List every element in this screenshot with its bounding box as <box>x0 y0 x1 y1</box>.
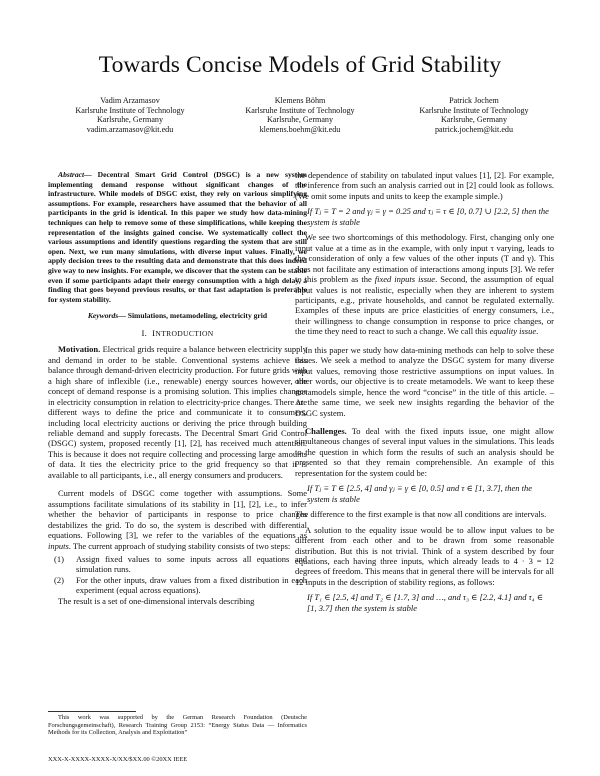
footnote: This work was supported by the German Research Foundation (Deutsche Forschungsgemeinschaft), Research Training Group 2153: “Energy Status Data — Informatics Methods for its Collection, Analysis and Exploitation” <box>48 714 307 737</box>
keywords-label: Keywords <box>87 311 119 321</box>
keywords-text: — Simulations, metamodeling, electricity grid <box>118 311 268 321</box>
abstract <box>48 170 307 304</box>
result-paragraph: The result is a set of one-dimensional intervals describing <box>58 595 255 606</box>
challenges-label: Challenges. <box>305 425 347 436</box>
formula: If Tⱼ ≡ T = 2 and γⱼ ≡ γ = 0.25 and τⱼ ≡ τ ∈ [0, 0.7] ∪ [2.2, 5] then the system is stable <box>307 206 549 227</box>
author-location: Karlsruhe, Germany <box>266 115 334 125</box>
author-name: Patrick Jochem <box>449 96 499 105</box>
assumptions-paragraph: Current models of DSGC come together with assumptions. Some assumptions facilitate simulations of its stability in [1], [2], i.e., to infer whether the behavior of participants in response to price changes destabilizes the grid. To do so, the system is described with differential equations. Following [3], we refer to the variables of the equations as inputs. The current approach of studying stability consists of two steps: <box>48 488 307 551</box>
footnote-rule <box>48 711 136 712</box>
steps-list <box>48 554 307 596</box>
paragraph: A solution to the equality issue would be to allow input values to be different from each other and to be drawn from some reasonable distribution. But this is not trivial. Think of a system described by four equations, each having three inputs, which already leads to 4 · 3 = 12 degrees of freedom. This means that in general there will be intervals for all 12 inputs in the description of stability regions, as follows: <box>295 524 554 587</box>
motivation-paragraph: Motivation. Electrical grids require a balance between electricity supply and demand in order to be stable. Conventional systems achieve this balance through demand-driven electricity production. For future grids with a high share of inflexible (i.e., renewable) energy sources however, the concept of demand response is a promising solution. This implies changes in electricity consumption in relation to electricity-price changes. There are different ways to define the price and communicate it to consumers, including local electricity auctions or deriving the price through building reliable demand and supply forecasts. The Decentral Smart Grid Control (DSGC) system, proposed recently [1], [2], has received much attention. This is because it does not require collecting and processing large amounts of data. It ties the electricity price to the grid frequency so that it is available to all participants, i.e., all energy consumers and producers. <box>48 344 307 480</box>
author-affiliation: Karlsruhe Institute of Technology <box>245 105 355 115</box>
paragraph: In this paper we study how data-mining methods can help to solve these issues. We seek a method to analyze the DSGC system for many diverse input values, removing those restrictive assumptions on input values. In other words, our objective is to create metamodels. We want to keep these metamodels simple, hence the word “concise” in the title of this article. – At the same time, we seek new insights regarding the behavior of the DSGC system. <box>295 344 554 418</box>
keywords <box>48 311 307 321</box>
left-column <box>48 170 307 606</box>
author-email[interactable]: vadim.arzamasov@kit.edu <box>86 124 174 134</box>
author-location: Karlsruhe, Germany <box>96 115 164 125</box>
section-heading: I. INTRODUCTION <box>141 327 214 338</box>
paragraph: We see two shortcomings of this methodology. First, changing only one input value at a time as in the example, with only input τ varying, leads to the consideration of only a few values of the other inputs (T and γ). This does not facilitate any estimation of interactions among inputs [3]. We refer to this problem as the fixed inputs issue. Second, the assumption of equal input values is not realistic, especially when they are inherent to system participants, e.g., private households, and cannot be regulated externally. Examples of these inputs are price elasticities of energy consumers, i.e., their willingness to change consumption in response to price changes, or the time they need to react to such a change. We call this equality issue. <box>295 232 554 337</box>
copyright-notice: XXX-X-XXXX-XXXX-X/XX/$XX.00 ©20XX IEEE <box>48 756 188 763</box>
challenges-paragraph: Challenges. To deal with the fixed inputs issue, one might allow simultaneous changes of several input values in the simulations. This leads to the question in which form the results of such an analysis should be presented so that they remain comprehensible. An example of this representation for the system could be: <box>295 425 554 478</box>
abstract-text: Decentral Smart Grid Control (DSGC) is a new system implementing demand response without significant changes of the infrastructure. While models of DSGC exist, they rely on various simplifying assumptions. For example, researchers have assumed that the behavior of all participants in the grid is identical. In this paper we study how data-mining techniques can help to remove some of these simplifications, while keeping the representation of the insights gained concise. We systematically collect the various assumptions and identify questions regarding the system that are still open. Next, we run many simulations, with diverse input values. Finally, we apply decision trees to the resulting data and demonstrate that this does indeed give way to new insights. For example, we discover that the system can be stable even if some participants adapt their energy consumption with a high delay, a finding that goes beyond previous results, or that fast adaptation is preferable for system stability. <box>48 170 307 304</box>
author-name: Klemens Böhm <box>274 96 326 105</box>
motivation-label: Motivation. <box>58 344 101 355</box>
abstract-label: Abstract— <box>58 170 92 179</box>
paragraph: the dependence of stability on tabulated input values [1], [2]. For example, the inference from such an analysis carried out in [2] could look as follows. (We omit some inputs and units to keep the example simple.) <box>295 170 554 201</box>
formula: If T₁ ∈ [2.5, 4] and T₂ ∈ [1.7, 3] and …, and τ₃ ∈ [2.2, 4.1] and τ₄ ∈ [1, 3.7] then the system is stable <box>307 592 543 613</box>
paragraph: The difference to the first example is that now all conditions are intervals. <box>295 509 547 520</box>
author-affiliation: Karlsruhe Institute of Technology <box>419 105 529 115</box>
author-location: Karlsruhe, Germany <box>440 115 508 125</box>
author-block <box>215 96 385 134</box>
paper-title: Towards Concise Models of Grid Stability <box>98 52 502 78</box>
author-affiliation: Karlsruhe Institute of Technology <box>75 105 185 115</box>
author-name: Vadim Arzamasov <box>100 96 160 105</box>
list-item: (2) For the other inputs, draw values from a fixed distribution in each experiment (equal across equations). <box>54 574 307 596</box>
list-item: (1) Assign fixed values to some inputs across all equations and simulation runs. <box>54 553 307 575</box>
author-block <box>389 96 559 134</box>
author-block <box>45 96 215 134</box>
right-column <box>295 170 554 618</box>
formula: If Tⱼ ≡ T ∈ [2.5, 4] and γⱼ ≡ γ ∈ [0, 0.5] and τ ∈ [1, 3.7], then the system is stable <box>307 483 533 504</box>
author-email[interactable]: klemens.boehm@kit.edu <box>259 124 341 134</box>
author-email[interactable]: patrick.jochem@kit.edu <box>434 124 514 134</box>
